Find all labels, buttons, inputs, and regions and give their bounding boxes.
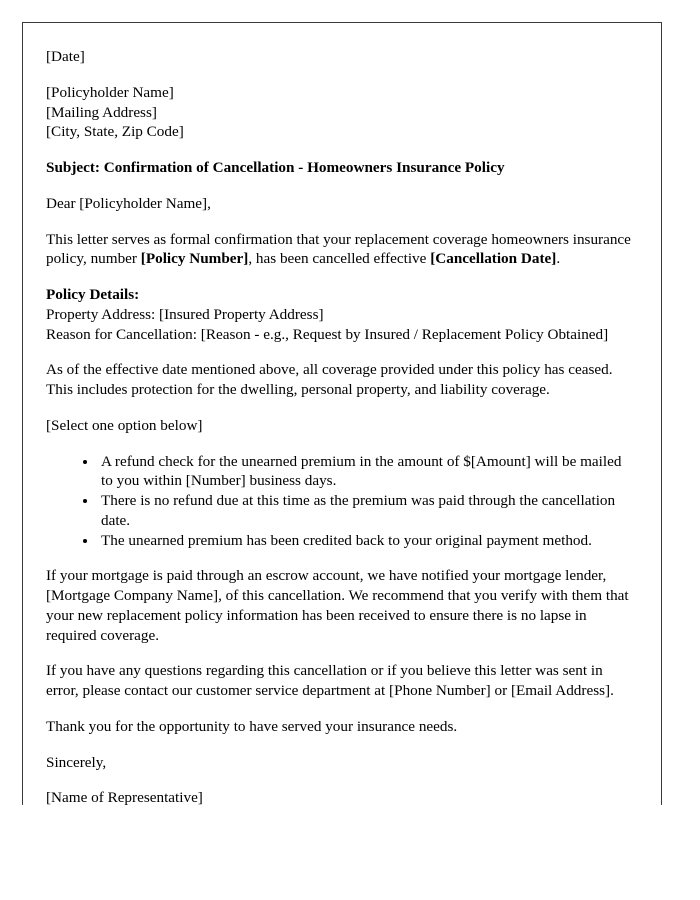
questions-contact-paragraph: If you have any questions regarding this cancellation or if you believe this letter was sent in error, please contact our customer service department at [Phone Number] or [Email Address].	[46, 662, 614, 699]
date-block	[46, 47, 635, 67]
mortgage-escrow-paragraph: If your mortgage is paid through an escrow account, we have notified your mortgage lender, [Mortgage Company Name], of this cancellation. We recommend that you verify with them that your new replacement policy information has been received to ensure there is no lapse in required coverage.	[46, 567, 629, 644]
intro-part1: This letter serves as formal confirmation that your replacement coverage homeowners insurance policy, number	[46, 230, 631, 268]
intro-part3: .	[556, 250, 561, 268]
policy-number-placeholder: [Policy Number]	[140, 250, 249, 268]
recipient-mailing-address: [Mailing Address]	[46, 103, 157, 121]
cancellation-reason-line: Reason for Cancellation: [Reason - e.g., Request by Insured / Replacement Policy Obtained]	[46, 325, 609, 343]
date-placeholder: [Date]	[46, 48, 85, 65]
list-item: • A refund check for the unearned premium in the amount of $[Amount] will be mailed to you within [Number] business days.	[98, 452, 635, 492]
policy-details-heading: Policy Details:	[46, 286, 140, 303]
closing-salutation: Sincerely,	[46, 753, 107, 771]
select-option-instruction: [Select one option below]	[46, 416, 203, 434]
cancellation-date-placeholder: [Cancellation Date]	[430, 250, 557, 268]
intro-part2: , has been cancelled effective	[248, 250, 431, 268]
signature-name-placeholder: [Name of Representative]	[46, 789, 203, 805]
recipient-address-block	[46, 83, 635, 142]
refund-options-list	[46, 452, 635, 551]
salutation: Dear [Policyholder Name],	[46, 194, 211, 212]
recipient-city-state-zip: [City, State, Zip Code]	[46, 123, 184, 141]
property-address-line: Property Address: [Insured Property Address]	[46, 305, 324, 323]
coverage-ceased-paragraph: As of the effective date mentioned above, all coverage provided under this policy has ceased. This includes protection for the dwelling, personal property, and liability coverage.	[46, 361, 613, 398]
list-item: • There is no refund due at this time as the premium was paid through the cancellation date.	[98, 491, 635, 531]
thank-you-paragraph: Thank you for the opportunity to have served your insurance needs.	[46, 717, 458, 735]
list-item: • The unearned premium has been credited back to your original payment method.	[98, 531, 635, 551]
recipient-name: [Policyholder Name]	[46, 83, 174, 101]
policy-details-block	[46, 285, 635, 344]
subject-line: Subject: Confirmation of Cancellation - Homeowners Insurance Policy	[46, 159, 505, 176]
intro-paragraph	[46, 230, 635, 270]
letter-body	[23, 23, 661, 805]
document-page	[22, 22, 662, 805]
